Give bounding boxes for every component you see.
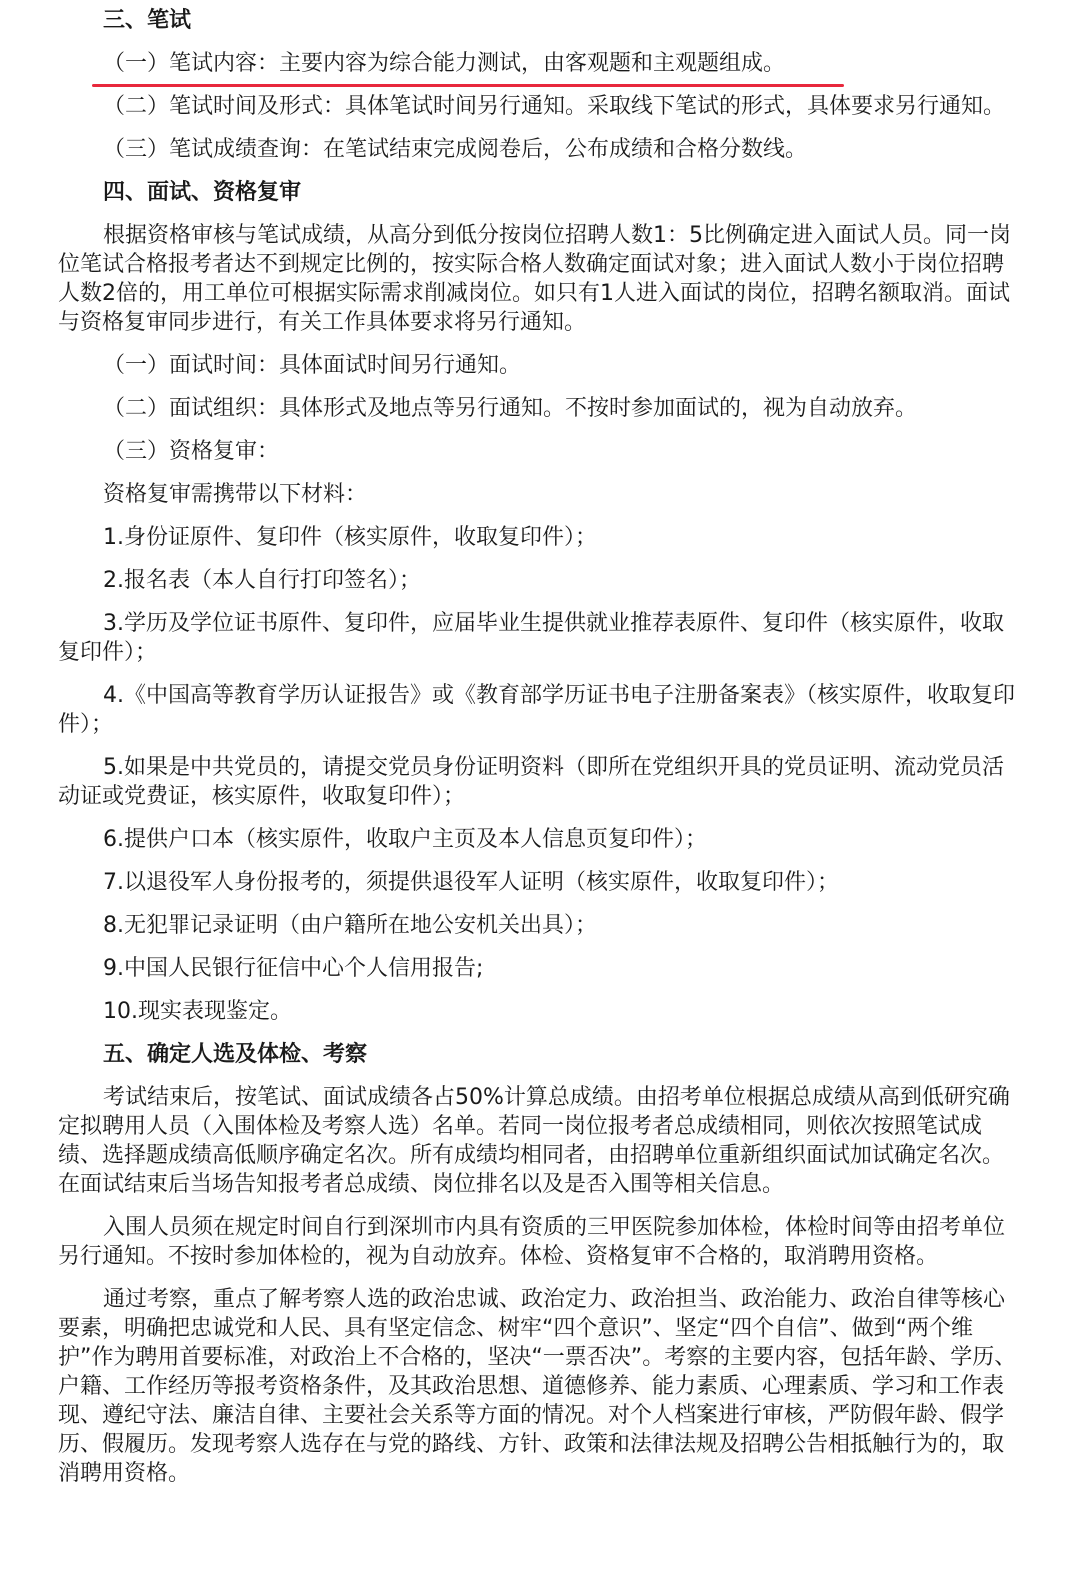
section-3-heading: 三、笔试 xyxy=(103,8,192,33)
document-page xyxy=(58,6,1022,1502)
section-3-paragraph-2: （二）笔试时间及形式：具体笔试时间另行通知。采取线下笔试的形式，具体要求另行通知。 xyxy=(103,94,1006,119)
section-5-paragraph-1: 考试结束后，按笔试、面试成绩各占50%计算总成绩。由招考单位根据总成绩从高到低研究确定拟聘用人员（入围体检及考察人选）名单。若同一岗位报考者总成绩相同，则依次按照笔试成绩、选择题成绩高低顺序确定名次。所有成绩均相同者，由招聘单位重新组织面试加试确定名次。在面试结束后当场告知报考者总成绩、岗位排名以及是否入围等相关信息。 xyxy=(58,1085,1010,1197)
materials-list-item: 3.学历及学位证书原件、复印件，应届毕业生提供就业推荐表原件、复印件（核实原件，收取复印件）； xyxy=(58,611,1004,665)
section-4-paragraph-1: 根据资格审核与笔试成绩，从高分到低分按岗位招聘人数1：5比例确定进入面试人员。同一岗位笔试合格报考者达不到规定比例的，按实际合格人数确定面试对象；进入面试人数小于岗位招聘人数2倍的，用工单位可根据实际需求削减岗位。如只有1人进入面试的岗位，招聘名额取消。面试与资格复审同步进行，有关工作具体要求将另行通知。 xyxy=(58,223,1011,335)
materials-list-item: 2.报名表（本人自行打印签名）； xyxy=(103,568,421,593)
materials-list-item: 9.中国人民银行征信中心个人信用报告; xyxy=(103,956,484,981)
materials-list-item: 4.《中国高等教育学历认证报告》或《教育部学历证书电子注册备案表》（核实原件，收取复印件）； xyxy=(58,683,1015,737)
section-4-paragraph-3: （二）面试组织：具体形式及地点等另行通知。不按时参加面试的，视为自动放弃。 xyxy=(103,396,918,421)
materials-list-item: 10.现实表现鉴定。 xyxy=(103,999,292,1024)
materials-list-item: 6.提供户口本（核实原件，收取户主页及本人信息页复印件）； xyxy=(103,827,707,852)
materials-list-item: 5.如果是中共党员的，请提交党员身份证明资料（即所在党组织开具的党员证明、流动党员活动证或党费证，核实原件，收取复印件）； xyxy=(58,755,1004,809)
section-4-paragraph-4: （三）资格复审： xyxy=(103,439,280,464)
materials-list-item: 8.无犯罪记录证明（由户籍所在地公安机关出具）； xyxy=(103,913,597,938)
section-5-paragraph-2: 入围人员须在规定时间自行到深圳市内具有资质的三甲医院参加体检，体检时间等由招考单位另行通知。不按时参加体检的，视为自动放弃。体检、资格复审不合格的，取消聘用资格。 xyxy=(58,1215,1006,1269)
materials-list-item: 7.以退役军人身份报考的，须提供退役军人证明（核实原件，收取复印件）； xyxy=(103,870,839,895)
materials-list-item: 1.身份证原件、复印件（核实原件，收取复印件）； xyxy=(103,525,597,550)
section-4-paragraph-5: 资格复审需携带以下材料： xyxy=(103,482,368,507)
section-5-paragraph-3: 通过考察，重点了解考察人选的政治忠诚、政治定力、政治担当、政治能力、政治自律等核心要素，明确把忠诚党和人民、具有坚定信念、树牢“四个意识”、坚定“四个自信”、做到“两个维护”作为聘用首要标准，对政治上不合格的，坚决“一票否决”。考察的主要内容，包括年龄、学历、户籍、工作经历等报考资格条件，及其政治思想、道德修养、能力素质、心理素质、学习和工作表现、遵纪守法、廉洁自律、主要社会关系等方面的情况。对个人档案进行审核，严防假年龄、假学历、假履历。发现考察人选存在与党的路线、方针、政策和法律法规及招聘公告相抵触行为的，取消聘用资格。 xyxy=(58,1287,1017,1486)
section-5-heading: 五、确定人选及体检、考察 xyxy=(103,1042,368,1067)
section-3-paragraph-3: （三）笔试成绩查询：在笔试结束完成阅卷后，公布成绩和合格分数线。 xyxy=(103,137,808,162)
section-4-paragraph-2: （一）面试时间：具体面试时间另行通知。 xyxy=(103,353,522,378)
section-4-heading: 四、面试、资格复审 xyxy=(103,180,302,205)
section-3-paragraph-1: （一）笔试内容：主要内容为综合能力测试，由客观题和主观题组成。 xyxy=(103,51,786,76)
